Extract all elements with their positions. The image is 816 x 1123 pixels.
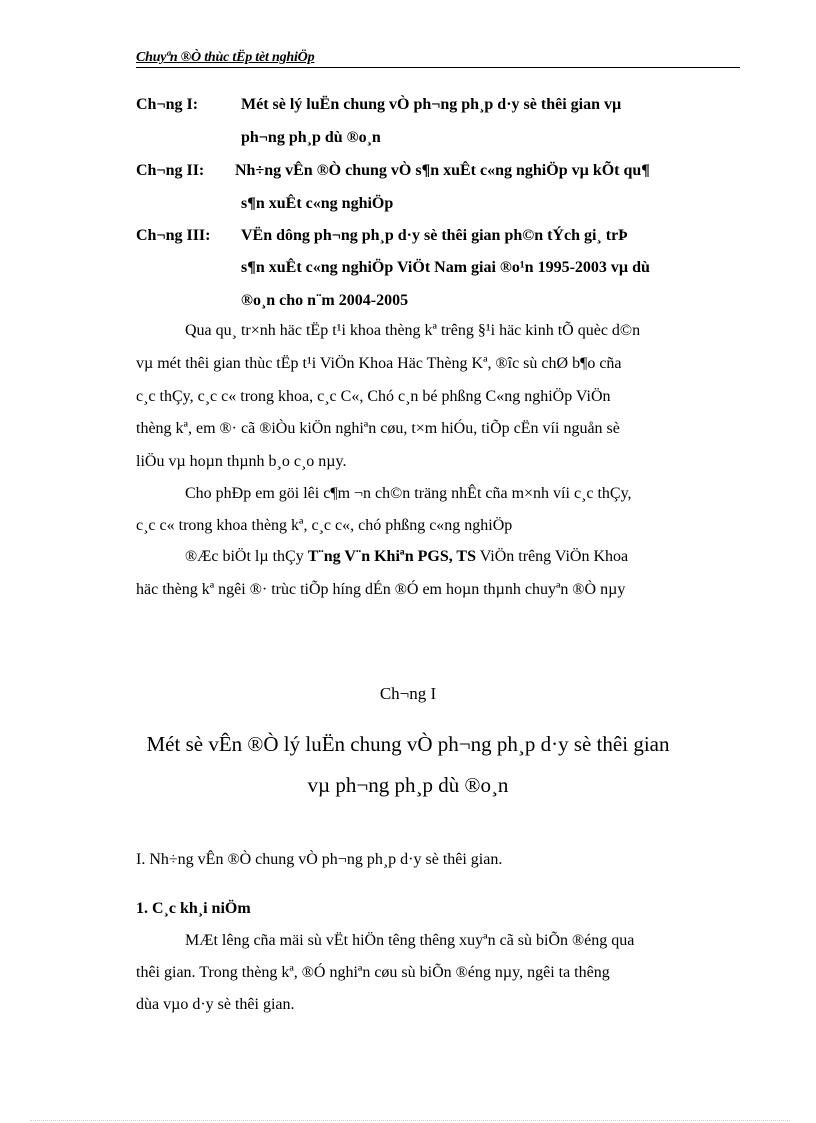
toc-line: s¶n xuÊt c«ng nghiÖp (241, 195, 394, 212)
paragraph-line: MÆt lêng cña mäi sù vËt hiÖn têng thêng xuyªn cã sù biÕn ®éng qua (185, 932, 635, 949)
toc-line: Nh÷ng vÊn ®Ò chung vÒ s¶n xuÊt c«ng nghiÖp vµ kÕt qu¶ (235, 162, 650, 179)
paragraph-line: liÖu vµ hoµn thµnh b¸o c¸o nµy. (136, 453, 347, 470)
page-bottom-rule (30, 1120, 790, 1121)
toc-entry-chapter-2 (136, 162, 740, 222)
paragraph-line (185, 548, 789, 566)
text-run: ®Æc biÖt lµ thÇy (185, 548, 308, 565)
page-header-title: Chuyªn ®Ò thùc tËp tèt nghiÖp (136, 50, 315, 65)
chapter-title: vµ ph¬ng ph¸p dù ®o¸n (307, 773, 509, 797)
chapter-title: Mét sè vÊn ®Ò lý luËn chung vÒ ph¬ng ph¸p d·y sè thêi gian (146, 732, 670, 756)
advisor-name: T¨ng V¨n Khiªn PGS, TS (307, 548, 476, 565)
paragraph-line: Qua qu¸ tr×nh häc tËp t¹i khoa thèng kª trêng §¹i häc kinh tÕ quèc d©n (185, 322, 641, 339)
paragraph-line: thêi gian. Trong thèng kª, ®Ó nghiªn cøu sù biÕn ®éng nµy, ngêi ta thêng (136, 964, 610, 981)
text-run: ViÖn trêng ViÖn Khoa (476, 548, 629, 565)
toc-line: ph¬ng ph¸p dù ®o¸n (241, 129, 381, 146)
toc-line: VËn dông ph¬ng ph¸p d·y sè thêi gian ph©n tÝch gi¸ trÞ (241, 227, 628, 244)
paragraph-line: vµ mét thêi gian thùc tËp t¹i ViÖn Khoa Häc Thèng Kª, ®îc sù chØ b¶o cña (136, 355, 622, 372)
toc-line: s¶n xuÊt c«ng nghiÖp ViÖt Nam giai ®o¹n 1995-2003 vµ dù (241, 259, 650, 276)
toc-entry-chapter-3 (136, 227, 740, 317)
toc-entry-chapter-1 (136, 96, 740, 156)
toc-line: ®o¸n cho n¨m 2004-2005 (241, 292, 409, 309)
toc-label: Ch¬ng II: (136, 162, 205, 179)
toc-label: Ch¬ng III: (136, 227, 211, 244)
paragraph-line: häc thèng kª ngêi ®· trùc tiÕp híng dÉn ®Ó em hoµn thµnh chuyªn ®Ò nµy (136, 581, 626, 598)
subsection-heading: 1. C¸c kh¸i niÖm (136, 900, 251, 917)
paragraph-line: dùa vµo d·y sè thêi gian. (136, 996, 295, 1013)
paragraph-line: thèng kª, em ®· cã ®iÒu kiÖn nghiªn cøu, t×m hiÓu, tiÕp cËn víi nguån sè (136, 420, 620, 437)
chapter-label: Ch¬ng I (379, 684, 437, 703)
paragraph-line: c¸c thÇy, c¸c c« trong khoa, c¸c C«, Chó c¸n bé phßng C«ng nghiÖp ViÖn (136, 388, 611, 405)
header-rule (136, 67, 740, 68)
toc-label: Ch¬ng I: (136, 96, 199, 113)
paragraph-line: c¸c c« trong khoa thèng kª, c¸c c«, chó phßng c«ng nghiÖp (136, 517, 513, 534)
section-heading: I. Nh÷ng vÊn ®Ò chung vÒ ph¬ng ph¸p d·y sè thêi gian. (136, 851, 503, 868)
paragraph-line: Cho phÐp em göi lêi c¶m ¬n ch©n träng nhÊt cña m×nh víi c¸c thÇy, (185, 485, 632, 502)
toc-line: Mét sè lý luËn chung vÒ ph¬ng ph¸p d·y sè thêi gian vµ (241, 96, 622, 113)
